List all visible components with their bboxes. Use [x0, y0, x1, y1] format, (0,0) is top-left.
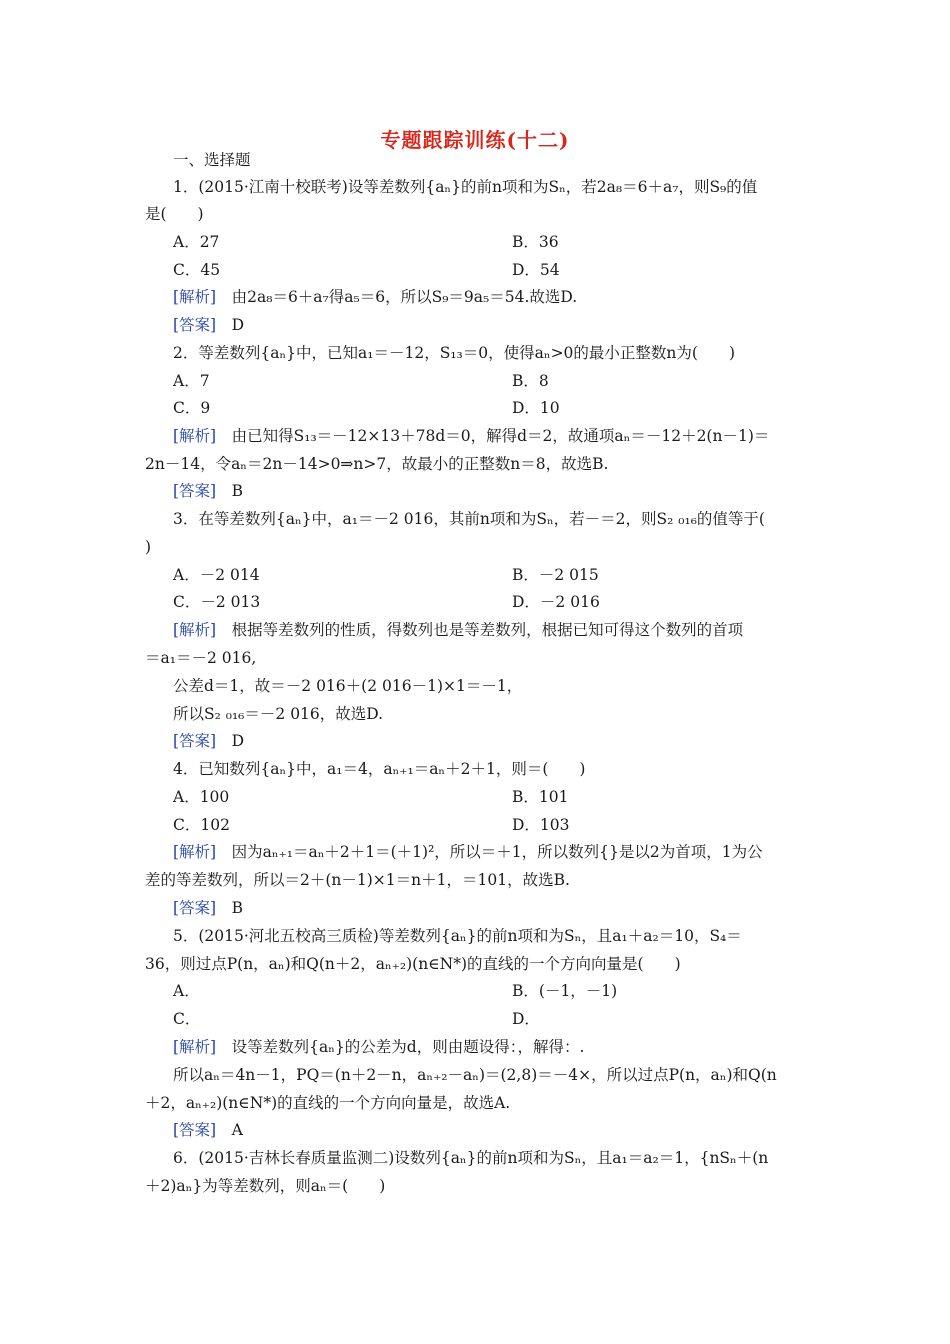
q1-answer [173, 315, 244, 335]
q5-analysis-text: 设等差数列{aₙ}的公差为d，则由题设得：，解得：. [231, 1038, 585, 1056]
q2-option-d: D．10 [512, 399, 560, 417]
q5-answer [173, 1120, 243, 1140]
q4-option-c: C．102 [173, 816, 230, 834]
q3-analysis-cont-2: 公差d＝1，故＝－2 016＋(2 016－1)×1＝－1， [173, 677, 523, 695]
answer-tag: [答案] [173, 1121, 217, 1139]
q2-analysis-cont: 2n－14，令aₙ＝2n－14>0⇒n>7，故最小的正整数n＝8，故选B. [145, 455, 609, 473]
q4-analysis-cont: 差的等差数列，所以＝2＋(n－1)×1＝n＋1，＝101，故选B. [145, 871, 570, 889]
q4-option-b: B．101 [512, 788, 569, 806]
analysis-tag: [解析] [173, 427, 217, 445]
q3-analysis-text: 根据等差数列的性质，得数列也是等差数列，根据已知可得这个数列的首项 [231, 621, 744, 639]
q6-stem-cont: ＋2)aₙ}为等差数列，则aₙ＝( ) [145, 1177, 386, 1195]
q3-analysis-cont-1: ＝a₁＝－2 016, [145, 649, 257, 667]
q1-answer-value: D [231, 316, 245, 334]
q3-answer [173, 731, 244, 751]
q1-option-c: C．45 [173, 261, 221, 279]
analysis-tag: [解析] [173, 1038, 217, 1056]
q5-answer-value: A [231, 1121, 243, 1139]
q4-analysis-text: 因为aₙ₊₁＝aₙ＋2＋1＝(＋1)²，所以＝＋1，所以数列{}是以2为首项，1为公 [231, 843, 763, 861]
q1-option-d: D．54 [512, 261, 560, 279]
analysis-tag: [解析] [173, 621, 217, 639]
q1-option-a: A．27 [173, 233, 220, 251]
q2-answer [173, 481, 243, 501]
q5-analysis-cont-2: ＋2，aₙ₊₂)(n∈N*)的直线的一个方向向量是，故选A. [145, 1094, 511, 1112]
q2-stem: 2．等差数列{aₙ}中，已知a₁＝－12，S₁₃＝0，使得aₙ>0的最小正整数n为( ) [173, 344, 735, 362]
q5-option-c: C． [173, 1010, 201, 1028]
q3-stem-cont: ) [145, 538, 152, 556]
q2-option-a: A．7 [173, 372, 210, 390]
analysis-tag: [解析] [173, 843, 217, 861]
q3-answer-value: D [231, 732, 245, 750]
q2-option-c: C．9 [173, 399, 211, 417]
q2-analysis-text: 由已知得S₁₃＝－12×13＋78d＝0，解得d＝2，故通项aₙ＝－12＋2(n－1)＝ [231, 427, 770, 445]
q1-option-b: B．36 [512, 233, 559, 251]
q5-option-a: A． [173, 982, 200, 1000]
q3-option-a: A．－2 014 [173, 566, 260, 584]
q1-stem: 1．(2015·江南十校联考)设等差数列{aₙ}的前n项和为Sₙ，若2a₈＝6＋a₇，则S₉的值 [173, 178, 758, 196]
answer-tag: [答案] [173, 316, 217, 334]
answer-tag: [答案] [173, 899, 217, 917]
q5-stem-cont: 36，则过点P(n，aₙ)和Q(n＋2，aₙ₊₂)(n∈N*)的直线的一个方向向量是( ) [145, 955, 681, 973]
q4-stem: 4．已知数列{aₙ}中，a₁＝4，aₙ₊₁＝aₙ＋2＋1，则＝( ) [173, 760, 586, 778]
q4-analysis [173, 842, 763, 862]
q3-stem: 3．在等差数列{aₙ}中，a₁＝－2 016，其前n项和为Sₙ，若－＝2，则S₂ ₀₁₆的值等于( [173, 510, 765, 528]
q1-stem-cont: 是( ) [145, 205, 204, 223]
q5-analysis-cont-1: 所以aₙ＝4n－1，PQ＝(n＋2－n，aₙ₊₂－aₙ)＝(2,8)＝－4×，所以过点P(n，aₙ)和Q(n [173, 1066, 777, 1084]
q5-stem: 5．(2015·河北五校高三质检)等差数列{aₙ}的前n项和为Sₙ，且a₁＋a₂＝10，S₄＝ [173, 927, 742, 945]
analysis-tag: [解析] [173, 288, 217, 306]
q3-option-c: C．－2 013 [173, 593, 261, 611]
q2-analysis [173, 426, 769, 446]
q3-option-b: B．－2 015 [512, 566, 599, 584]
q5-analysis [173, 1037, 584, 1057]
q4-answer-value: B [231, 899, 244, 917]
q3-analysis [173, 620, 743, 640]
q4-answer [173, 898, 243, 918]
q5-option-b: B．(－1，－1) [512, 982, 618, 1000]
q2-answer-value: B [231, 482, 244, 500]
answer-tag: [答案] [173, 732, 217, 750]
page-title: 专题跟踪训练(十二) [380, 128, 570, 152]
q1-analysis-text: 由2a₈＝6＋a₇得a₅＝6，所以S₉＝9a₅＝54.故选D. [231, 288, 578, 306]
q4-option-d: D．103 [512, 816, 570, 834]
q1-analysis [173, 287, 577, 307]
answer-tag: [答案] [173, 482, 217, 500]
q4-option-a: A．100 [173, 788, 230, 806]
q2-option-b: B．8 [512, 372, 549, 390]
q6-stem: 6．(2015·吉林长春质量监测二)设数列{aₙ}的前n项和为Sₙ，且a₁＝a₂＝1，{nSₙ＋(n [173, 1149, 769, 1167]
q3-analysis-cont-3: 所以S₂ ₀₁₆＝－2 016，故选D. [173, 705, 384, 723]
q3-option-d: D．－2 016 [512, 593, 600, 611]
section-heading: 一、选择题 [173, 151, 251, 169]
q5-option-d: D． [512, 1010, 540, 1028]
